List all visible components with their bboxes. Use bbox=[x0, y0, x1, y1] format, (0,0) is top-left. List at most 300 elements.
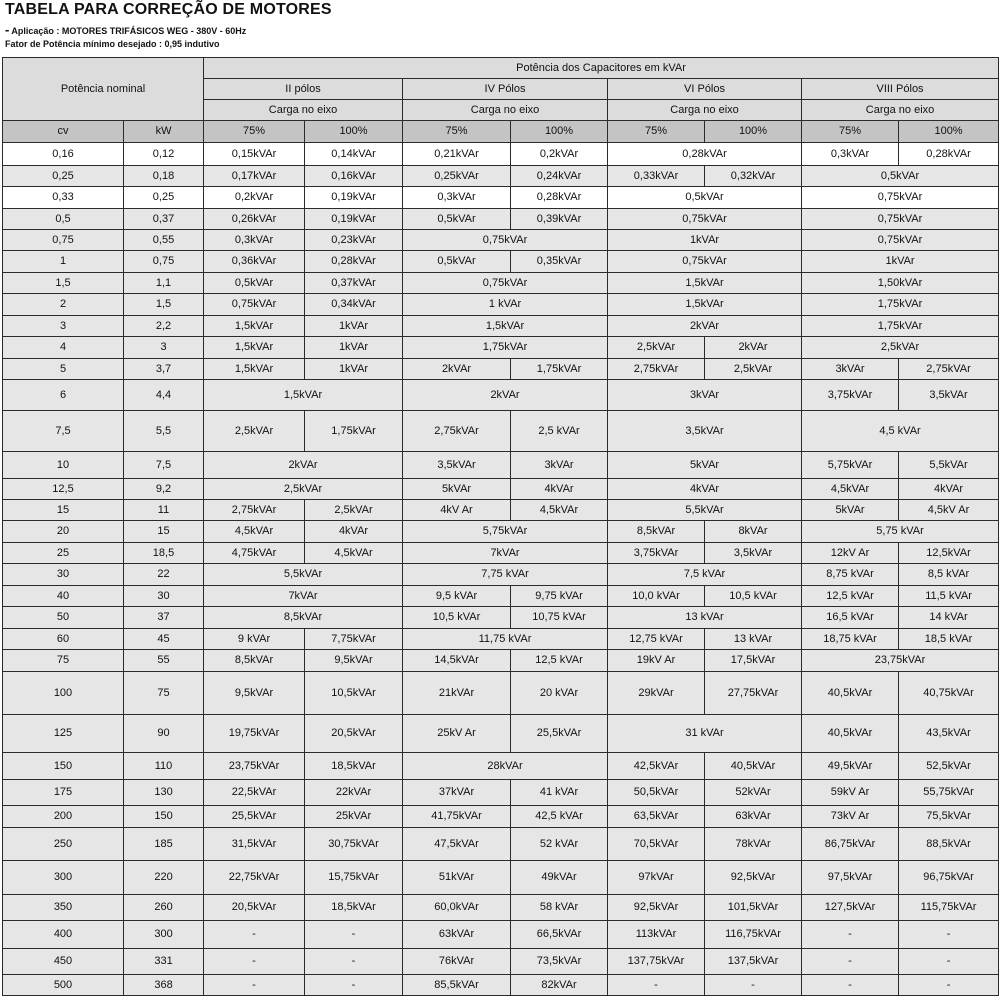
pole-header-viii: VIII Pólos bbox=[802, 79, 999, 100]
capacitor-cell-vi-100: 63kVAr bbox=[705, 806, 802, 828]
table-row bbox=[3, 629, 999, 650]
capacitor-cell-iv-75: 37kVAr bbox=[403, 780, 511, 806]
capacitor-cell-viii-100: 52,5kVAr bbox=[899, 753, 999, 780]
capacitor-cell-vi-75: 42,5kVAr bbox=[608, 753, 705, 780]
capacitor-cell-vi-merged: 0,28kVAr bbox=[608, 143, 802, 166]
capacitor-cell-vi-merged: 5kVAr bbox=[608, 452, 802, 479]
capacitor-cell-viii-100: - bbox=[899, 949, 999, 975]
capacitor-cell-vi-100: 3,5kVAr bbox=[705, 543, 802, 564]
cv-cell: 200 bbox=[3, 806, 124, 828]
table-row bbox=[3, 650, 999, 672]
capacitor-cell-viii-75: 86,75kVAr bbox=[802, 828, 899, 861]
capacitor-cell-viii-75: 3,75kVAr bbox=[802, 380, 899, 411]
cv-cell: 3 bbox=[3, 316, 124, 337]
capacitor-cell-ii-75: - bbox=[204, 949, 305, 975]
capacitor-cell-iv-merged: 11,75 kVAr bbox=[403, 629, 608, 650]
capacitor-cell-viii-75: 40,5kVAr bbox=[802, 715, 899, 753]
capacitor-cell-ii-merged: 7kVAr bbox=[204, 586, 403, 607]
capacitor-cell-vi-100: 40,5kVAr bbox=[705, 753, 802, 780]
capacitor-cell-ii-75: 0,36kVAr bbox=[204, 251, 305, 273]
capacitor-cell-iv-100: 0,35kVAr bbox=[511, 251, 608, 273]
capacitor-cell-viii-100: 55,75kVAr bbox=[899, 780, 999, 806]
capacitor-cell-viii-75: - bbox=[802, 975, 899, 996]
capacitor-cell-vi-100: 101,5kVAr bbox=[705, 895, 802, 921]
capacitor-cell-viii-75: 12,5 kVAr bbox=[802, 586, 899, 607]
capacitor-cell-iv-75: 51kVAr bbox=[403, 861, 511, 895]
cv-cell: 60 bbox=[3, 629, 124, 650]
capacitor-cell-vi-100: 27,75kVAr bbox=[705, 672, 802, 715]
capacitor-cell-vi-merged: 7,5 kVAr bbox=[608, 564, 802, 586]
capacitor-cell-vi-75: 70,5kVAr bbox=[608, 828, 705, 861]
capacitor-cell-vi-75: 97kVAr bbox=[608, 861, 705, 895]
table-row bbox=[3, 251, 999, 273]
capacitor-cell-vi-75: 2,5kVAr bbox=[608, 337, 705, 359]
capacitor-cell-ii-100: 20,5kVAr bbox=[305, 715, 403, 753]
capacitor-cell-iv-75: 2,75kVAr bbox=[403, 411, 511, 452]
capacitor-cell-viii-100: 12,5kVAr bbox=[899, 543, 999, 564]
capacitor-cell-iv-75: 63kVAr bbox=[403, 921, 511, 949]
capacitor-cell-vi-100: 52kVAr bbox=[705, 780, 802, 806]
capacitor-cell-iv-100: 0,2kVAr bbox=[511, 143, 608, 166]
table-row bbox=[3, 672, 999, 715]
capacitor-cell-ii-100: 0,19kVAr bbox=[305, 209, 403, 230]
capacitor-cell-ii-100: 30,75kVAr bbox=[305, 828, 403, 861]
capacitor-cell-viii-100: 14 kVAr bbox=[899, 607, 999, 629]
capacitor-cell-iv-merged: 1,5kVAr bbox=[403, 316, 608, 337]
capacitor-power-header: Potência dos Capacitores em kVAr bbox=[204, 58, 999, 79]
capacitor-cell-vi-merged: 4kVAr bbox=[608, 479, 802, 500]
capacitor-cell-ii-100: 18,5kVAr bbox=[305, 895, 403, 921]
table-row bbox=[3, 586, 999, 607]
capacitor-cell-iv-75: 9,5 kVAr bbox=[403, 586, 511, 607]
kw-cell: 2,2 bbox=[124, 316, 204, 337]
table-row bbox=[3, 230, 999, 251]
capacitor-cell-ii-100: 1kVAr bbox=[305, 316, 403, 337]
kw-column-header: kW bbox=[124, 121, 204, 143]
cv-cell: 40 bbox=[3, 586, 124, 607]
capacitor-cell-iv-100: 3kVAr bbox=[511, 452, 608, 479]
table-row bbox=[3, 337, 999, 359]
cv-cell: 100 bbox=[3, 672, 124, 715]
table-row bbox=[3, 143, 999, 166]
capacitor-cell-vi-100: 2,5kVAr bbox=[705, 359, 802, 380]
cv-cell: 1 bbox=[3, 251, 124, 273]
capacitor-cell-ii-75: 9,5kVAr bbox=[204, 672, 305, 715]
load-75-header: 75% bbox=[802, 121, 899, 143]
capacitor-cell-viii-merged: 0,75kVAr bbox=[802, 209, 999, 230]
capacitor-cell-ii-100: 18,5kVAr bbox=[305, 753, 403, 780]
cv-cell: 75 bbox=[3, 650, 124, 672]
capacitor-cell-ii-100: 9,5kVAr bbox=[305, 650, 403, 672]
capacitor-cell-vi-merged: 1,5kVAr bbox=[608, 294, 802, 316]
capacitor-cell-iv-merged: 7kVAr bbox=[403, 543, 608, 564]
table-row bbox=[3, 949, 999, 975]
load-75-header: 75% bbox=[204, 121, 305, 143]
capacitor-cell-iv-75: 47,5kVAr bbox=[403, 828, 511, 861]
table-row bbox=[3, 166, 999, 187]
capacitor-cell-ii-100: 1kVAr bbox=[305, 337, 403, 359]
capacitor-cell-iv-75: 21kVAr bbox=[403, 672, 511, 715]
kw-cell: 3 bbox=[124, 337, 204, 359]
load-header: Carga no eixo bbox=[608, 100, 802, 121]
capacitor-cell-viii-merged: 1,75kVAr bbox=[802, 294, 999, 316]
table-row bbox=[3, 895, 999, 921]
capacitor-cell-vi-100: 137,5kVAr bbox=[705, 949, 802, 975]
capacitor-cell-iv-75: 2kVAr bbox=[403, 359, 511, 380]
capacitor-cell-vi-merged: 3,5kVAr bbox=[608, 411, 802, 452]
kw-cell: 130 bbox=[124, 780, 204, 806]
table-row bbox=[3, 316, 999, 337]
capacitor-cell-vi-100: 92,5kVAr bbox=[705, 861, 802, 895]
capacitor-cell-viii-75: 49,5kVAr bbox=[802, 753, 899, 780]
load-100-header: 100% bbox=[899, 121, 999, 143]
capacitor-cell-ii-75: - bbox=[204, 975, 305, 996]
capacitor-cell-ii-merged: 5,5kVAr bbox=[204, 564, 403, 586]
capacitor-cell-viii-75: 5kVAr bbox=[802, 500, 899, 521]
cv-cell: 125 bbox=[3, 715, 124, 753]
table-row bbox=[3, 273, 999, 294]
kw-cell: 11 bbox=[124, 500, 204, 521]
load-75-header: 75% bbox=[403, 121, 511, 143]
table-row bbox=[3, 780, 999, 806]
capacitor-cell-ii-75: 0,3kVAr bbox=[204, 230, 305, 251]
capacitor-cell-viii-100: 88,5kVAr bbox=[899, 828, 999, 861]
capacitor-cell-viii-merged: 23,75kVAr bbox=[802, 650, 999, 672]
table-row bbox=[3, 500, 999, 521]
capacitor-cell-ii-100: 4,5kVAr bbox=[305, 543, 403, 564]
pole-header-vi: VI Pólos bbox=[608, 79, 802, 100]
capacitor-cell-vi-75: 8,5kVAr bbox=[608, 521, 705, 543]
capacitor-cell-viii-100: 2,75kVAr bbox=[899, 359, 999, 380]
cv-cell: 10 bbox=[3, 452, 124, 479]
capacitor-cell-vi-100: 0,32kVAr bbox=[705, 166, 802, 187]
capacitor-cell-vi-75: 29kVAr bbox=[608, 672, 705, 715]
capacitor-cell-iv-100: 73,5kVAr bbox=[511, 949, 608, 975]
cv-cell: 300 bbox=[3, 861, 124, 895]
capacitor-cell-iv-100: 82kVAr bbox=[511, 975, 608, 996]
load-header: Carga no eixo bbox=[204, 100, 403, 121]
capacitor-cell-vi-75: - bbox=[608, 975, 705, 996]
capacitor-cell-viii-100: 5,5kVAr bbox=[899, 452, 999, 479]
capacitor-cell-iv-75: 25kV Ar bbox=[403, 715, 511, 753]
capacitor-cell-iv-75: 14,5kVAr bbox=[403, 650, 511, 672]
cv-cell: 0,16 bbox=[3, 143, 124, 166]
capacitor-cell-viii-100: 96,75kVAr bbox=[899, 861, 999, 895]
capacitor-cell-viii-100: 4,5kV Ar bbox=[899, 500, 999, 521]
kw-cell: 0,25 bbox=[124, 187, 204, 209]
capacitor-cell-iv-75: 4kV Ar bbox=[403, 500, 511, 521]
capacitor-cell-vi-merged: 13 kVAr bbox=[608, 607, 802, 629]
capacitor-cell-iv-merged: 7,75 kVAr bbox=[403, 564, 608, 586]
capacitor-cell-vi-75: 19kV Ar bbox=[608, 650, 705, 672]
capacitor-cell-ii-100: 0,37kVAr bbox=[305, 273, 403, 294]
kw-cell: 368 bbox=[124, 975, 204, 996]
capacitor-cell-viii-100: - bbox=[899, 975, 999, 996]
capacitor-cell-vi-75: 63,5kVAr bbox=[608, 806, 705, 828]
capacitor-cell-viii-75: 4,5kVAr bbox=[802, 479, 899, 500]
capacitor-cell-viii-75: 40,5kVAr bbox=[802, 672, 899, 715]
pole-header-iv: IV Pólos bbox=[403, 79, 608, 100]
capacitor-cell-ii-75: 23,75kVAr bbox=[204, 753, 305, 780]
capacitor-cell-ii-75: 22,75kVAr bbox=[204, 861, 305, 895]
kw-cell: 0,12 bbox=[124, 143, 204, 166]
table-row bbox=[3, 209, 999, 230]
capacitor-cell-iv-merged: 5,75kVAr bbox=[403, 521, 608, 543]
kw-cell: 90 bbox=[124, 715, 204, 753]
capacitor-cell-ii-merged: 2,5kVAr bbox=[204, 479, 403, 500]
table-row bbox=[3, 380, 999, 411]
table-row bbox=[3, 715, 999, 753]
application-line bbox=[5, 22, 246, 37]
capacitor-cell-iv-75: 0,21kVAr bbox=[403, 143, 511, 166]
kw-cell: 0,55 bbox=[124, 230, 204, 251]
capacitor-cell-iv-100: 58 kVAr bbox=[511, 895, 608, 921]
capacitor-cell-ii-merged: 8,5kVAr bbox=[204, 607, 403, 629]
capacitor-cell-iv-merged: 0,75kVAr bbox=[403, 273, 608, 294]
capacitor-cell-vi-merged: 5,5kVAr bbox=[608, 500, 802, 521]
capacitor-cell-ii-75: 1,5kVAr bbox=[204, 337, 305, 359]
capacitor-cell-ii-75: 25,5kVAr bbox=[204, 806, 305, 828]
capacitor-cell-ii-75: 31,5kVAr bbox=[204, 828, 305, 861]
capacitor-cell-viii-100: 115,75kVAr bbox=[899, 895, 999, 921]
cv-cell: 500 bbox=[3, 975, 124, 996]
capacitor-cell-viii-merged: 4,5 kVAr bbox=[802, 411, 999, 452]
capacitor-cell-ii-100: 2,5kVAr bbox=[305, 500, 403, 521]
table-body bbox=[3, 143, 999, 996]
table-row bbox=[3, 921, 999, 949]
kw-cell: 18,5 bbox=[124, 543, 204, 564]
capacitor-cell-iv-100: 25,5kVAr bbox=[511, 715, 608, 753]
capacitor-cell-ii-75: 4,5kVAr bbox=[204, 521, 305, 543]
kw-cell: 1,5 bbox=[124, 294, 204, 316]
capacitor-cell-iv-100: 20 kVAr bbox=[511, 672, 608, 715]
cv-cell: 6 bbox=[3, 380, 124, 411]
capacitor-cell-ii-75: 0,2kVAr bbox=[204, 187, 305, 209]
capacitor-cell-viii-75: 73kV Ar bbox=[802, 806, 899, 828]
capacitor-cell-iv-100: 0,24kVAr bbox=[511, 166, 608, 187]
capacitor-cell-ii-75: 2,75kVAr bbox=[204, 500, 305, 521]
cv-cell: 250 bbox=[3, 828, 124, 861]
capacitor-cell-ii-100: 0,23kVAr bbox=[305, 230, 403, 251]
capacitor-cell-vi-75: 50,5kVAr bbox=[608, 780, 705, 806]
load-100-header: 100% bbox=[305, 121, 403, 143]
cv-cell: 0,33 bbox=[3, 187, 124, 209]
capacitor-cell-vi-75: 137,75kVAr bbox=[608, 949, 705, 975]
cv-cell: 12,5 bbox=[3, 479, 124, 500]
cv-cell: 15 bbox=[3, 500, 124, 521]
kw-cell: 0,75 bbox=[124, 251, 204, 273]
capacitor-cell-ii-100: 7,75kVAr bbox=[305, 629, 403, 650]
capacitor-cell-ii-75: 20,5kVAr bbox=[204, 895, 305, 921]
table-row bbox=[3, 411, 999, 452]
load-75-header: 75% bbox=[608, 121, 705, 143]
cv-cell: 175 bbox=[3, 780, 124, 806]
capacitor-cell-vi-merged: 1kVAr bbox=[608, 230, 802, 251]
capacitor-cell-ii-75: 1,5kVAr bbox=[204, 316, 305, 337]
capacitor-cell-vi-75: 10,0 kVAr bbox=[608, 586, 705, 607]
cv-cell: 20 bbox=[3, 521, 124, 543]
cv-cell: 0,5 bbox=[3, 209, 124, 230]
table-row bbox=[3, 543, 999, 564]
capacitor-cell-ii-75: 0,26kVAr bbox=[204, 209, 305, 230]
capacitor-cell-iv-75: 0,5kVAr bbox=[403, 209, 511, 230]
capacitor-cell-viii-merged: 5,75 kVAr bbox=[802, 521, 999, 543]
capacitor-cell-viii-75: - bbox=[802, 921, 899, 949]
capacitor-cell-ii-75: 1,5kVAr bbox=[204, 359, 305, 380]
table-row bbox=[3, 521, 999, 543]
capacitor-cell-iv-100: 1,75kVAr bbox=[511, 359, 608, 380]
capacitor-cell-vi-100: 78kVAr bbox=[705, 828, 802, 861]
kw-cell: 75 bbox=[124, 672, 204, 715]
capacitor-cell-ii-75: 8,5kVAr bbox=[204, 650, 305, 672]
capacitor-cell-iv-merged: 2kVAr bbox=[403, 380, 608, 411]
capacitor-cell-ii-75: 0,17kVAr bbox=[204, 166, 305, 187]
capacitor-cell-iv-100: 0,28kVAr bbox=[511, 187, 608, 209]
cv-cell: 350 bbox=[3, 895, 124, 921]
capacitor-cell-iv-75: 41,75kVAr bbox=[403, 806, 511, 828]
table-row bbox=[3, 806, 999, 828]
capacitor-cell-vi-100: 10,5 kVAr bbox=[705, 586, 802, 607]
capacitor-cell-viii-75: 3kVAr bbox=[802, 359, 899, 380]
capacitor-cell-vi-75: 92,5kVAr bbox=[608, 895, 705, 921]
capacitor-cell-viii-100: 40,75kVAr bbox=[899, 672, 999, 715]
table-row bbox=[3, 861, 999, 895]
capacitor-cell-ii-100: 0,16kVAr bbox=[305, 166, 403, 187]
capacitor-cell-viii-merged: 1kVAr bbox=[802, 251, 999, 273]
cv-cell: 0,75 bbox=[3, 230, 124, 251]
capacitor-cell-vi-merged: 0,5kVAr bbox=[608, 187, 802, 209]
capacitor-cell-vi-100: - bbox=[705, 975, 802, 996]
cv-cell: 0,25 bbox=[3, 166, 124, 187]
kw-cell: 7,5 bbox=[124, 452, 204, 479]
capacitor-cell-iv-merged: 0,75kVAr bbox=[403, 230, 608, 251]
capacitor-cell-ii-100: 22kVAr bbox=[305, 780, 403, 806]
capacitor-cell-viii-100: 8,5 kVAr bbox=[899, 564, 999, 586]
capacitor-cell-iv-100: 12,5 kVAr bbox=[511, 650, 608, 672]
pole-header-ii: II pólos bbox=[204, 79, 403, 100]
capacitor-cell-ii-100: 4kVAr bbox=[305, 521, 403, 543]
capacitor-cell-vi-75: 0,33kVAr bbox=[608, 166, 705, 187]
kw-cell: 150 bbox=[124, 806, 204, 828]
capacitor-cell-viii-75: 59kV Ar bbox=[802, 780, 899, 806]
capacitor-cell-iv-100: 66,5kVAr bbox=[511, 921, 608, 949]
capacitor-cell-ii-merged: 1,5kVAr bbox=[204, 380, 403, 411]
capacitor-cell-vi-merged: 3kVAr bbox=[608, 380, 802, 411]
capacitor-cell-iv-merged: 1 kVAr bbox=[403, 294, 608, 316]
dash-mark: - bbox=[5, 22, 10, 37]
capacitor-cell-ii-75: 9 kVAr bbox=[204, 629, 305, 650]
cv-column-header: cv bbox=[3, 121, 124, 143]
capacitor-cell-ii-100: 10,5kVAr bbox=[305, 672, 403, 715]
capacitor-cell-viii-75: 16,5 kVAr bbox=[802, 607, 899, 629]
application-text: Aplicação : MOTORES TRIFÁSICOS WEG - 380V - 60Hz bbox=[11, 26, 247, 36]
kw-cell: 1,1 bbox=[124, 273, 204, 294]
capacitor-cell-iv-100: 4kVAr bbox=[511, 479, 608, 500]
capacitor-cell-iv-100: 4,5kVAr bbox=[511, 500, 608, 521]
capacitor-cell-iv-100: 42,5 kVAr bbox=[511, 806, 608, 828]
capacitor-cell-ii-75: 19,75kVAr bbox=[204, 715, 305, 753]
capacitor-cell-viii-100: 43,5kVAr bbox=[899, 715, 999, 753]
capacitor-cell-viii-75: 18,75 kVAr bbox=[802, 629, 899, 650]
capacitor-cell-viii-75: 0,3kVAr bbox=[802, 143, 899, 166]
capacitor-cell-vi-merged: 2kVAr bbox=[608, 316, 802, 337]
capacitor-cell-iv-75: 5kVAr bbox=[403, 479, 511, 500]
capacitor-cell-vi-100: 17,5kVAr bbox=[705, 650, 802, 672]
cv-cell: 7,5 bbox=[3, 411, 124, 452]
capacitor-cell-viii-100: 11,5 kVAr bbox=[899, 586, 999, 607]
capacitor-cell-viii-merged: 0,5kVAr bbox=[802, 166, 999, 187]
capacitor-cell-vi-merged: 1,5kVAr bbox=[608, 273, 802, 294]
power-factor-line: Fator de Potência mínimo desejado : 0,95 indutivo bbox=[5, 39, 220, 49]
table-head bbox=[3, 58, 999, 143]
capacitor-cell-iv-100: 9,75 kVAr bbox=[511, 586, 608, 607]
capacitor-cell-iv-75: 0,5kVAr bbox=[403, 251, 511, 273]
cv-cell: 400 bbox=[3, 921, 124, 949]
kw-cell: 185 bbox=[124, 828, 204, 861]
capacitor-cell-viii-100: 75,5kVAr bbox=[899, 806, 999, 828]
capacitor-cell-iv-75: 85,5kVAr bbox=[403, 975, 511, 996]
kw-cell: 15 bbox=[124, 521, 204, 543]
capacitor-cell-ii-75: 0,5kVAr bbox=[204, 273, 305, 294]
cv-cell: 450 bbox=[3, 949, 124, 975]
kw-cell: 0,37 bbox=[124, 209, 204, 230]
capacitor-cell-iv-75: 3,5kVAr bbox=[403, 452, 511, 479]
capacitor-cell-ii-75: - bbox=[204, 921, 305, 949]
capacitor-cell-ii-100: 1kVAr bbox=[305, 359, 403, 380]
capacitor-cell-ii-75: 2,5kVAr bbox=[204, 411, 305, 452]
table-row bbox=[3, 479, 999, 500]
capacitor-cell-ii-100: - bbox=[305, 949, 403, 975]
capacitor-cell-ii-75: 0,15kVAr bbox=[204, 143, 305, 166]
kw-cell: 260 bbox=[124, 895, 204, 921]
capacitor-cell-vi-100: 8kVAr bbox=[705, 521, 802, 543]
capacitor-cell-vi-75: 3,75kVAr bbox=[608, 543, 705, 564]
kw-cell: 3,7 bbox=[124, 359, 204, 380]
table-row bbox=[3, 564, 999, 586]
cv-cell: 2 bbox=[3, 294, 124, 316]
capacitor-cell-vi-merged: 31 kVAr bbox=[608, 715, 802, 753]
capacitor-cell-viii-merged: 1,75kVAr bbox=[802, 316, 999, 337]
capacitor-cell-viii-merged: 2,5kVAr bbox=[802, 337, 999, 359]
capacitor-cell-viii-100: 3,5kVAr bbox=[899, 380, 999, 411]
capacitor-cell-ii-75: 4,75kVAr bbox=[204, 543, 305, 564]
table-row bbox=[3, 975, 999, 996]
capacitor-cell-iv-merged: 28kVAr bbox=[403, 753, 608, 780]
capacitor-cell-viii-75: 5,75kVAr bbox=[802, 452, 899, 479]
capacitor-cell-ii-100: 0,19kVAr bbox=[305, 187, 403, 209]
capacitor-cell-vi-merged: 0,75kVAr bbox=[608, 251, 802, 273]
capacitor-cell-iv-75: 60,0kVAr bbox=[403, 895, 511, 921]
capacitor-cell-viii-merged: 0,75kVAr bbox=[802, 187, 999, 209]
capacitor-cell-ii-merged: 2kVAr bbox=[204, 452, 403, 479]
capacitor-cell-viii-75: 12kV Ar bbox=[802, 543, 899, 564]
capacitor-cell-ii-100: 1,75kVAr bbox=[305, 411, 403, 452]
capacitor-cell-viii-100: 18,5 kVAr bbox=[899, 629, 999, 650]
kw-cell: 9,2 bbox=[124, 479, 204, 500]
capacitor-cell-ii-100: 15,75kVAr bbox=[305, 861, 403, 895]
capacitor-cell-iv-75: 0,3kVAr bbox=[403, 187, 511, 209]
kw-cell: 55 bbox=[124, 650, 204, 672]
cv-cell: 5 bbox=[3, 359, 124, 380]
table-row bbox=[3, 452, 999, 479]
kw-cell: 0,18 bbox=[124, 166, 204, 187]
kw-cell: 37 bbox=[124, 607, 204, 629]
capacitor-cell-ii-100: 0,34kVAr bbox=[305, 294, 403, 316]
capacitor-cell-viii-75: 8,75 kVAr bbox=[802, 564, 899, 586]
kw-cell: 4,4 bbox=[124, 380, 204, 411]
capacitor-cell-ii-75: 0,75kVAr bbox=[204, 294, 305, 316]
kw-cell: 300 bbox=[124, 921, 204, 949]
